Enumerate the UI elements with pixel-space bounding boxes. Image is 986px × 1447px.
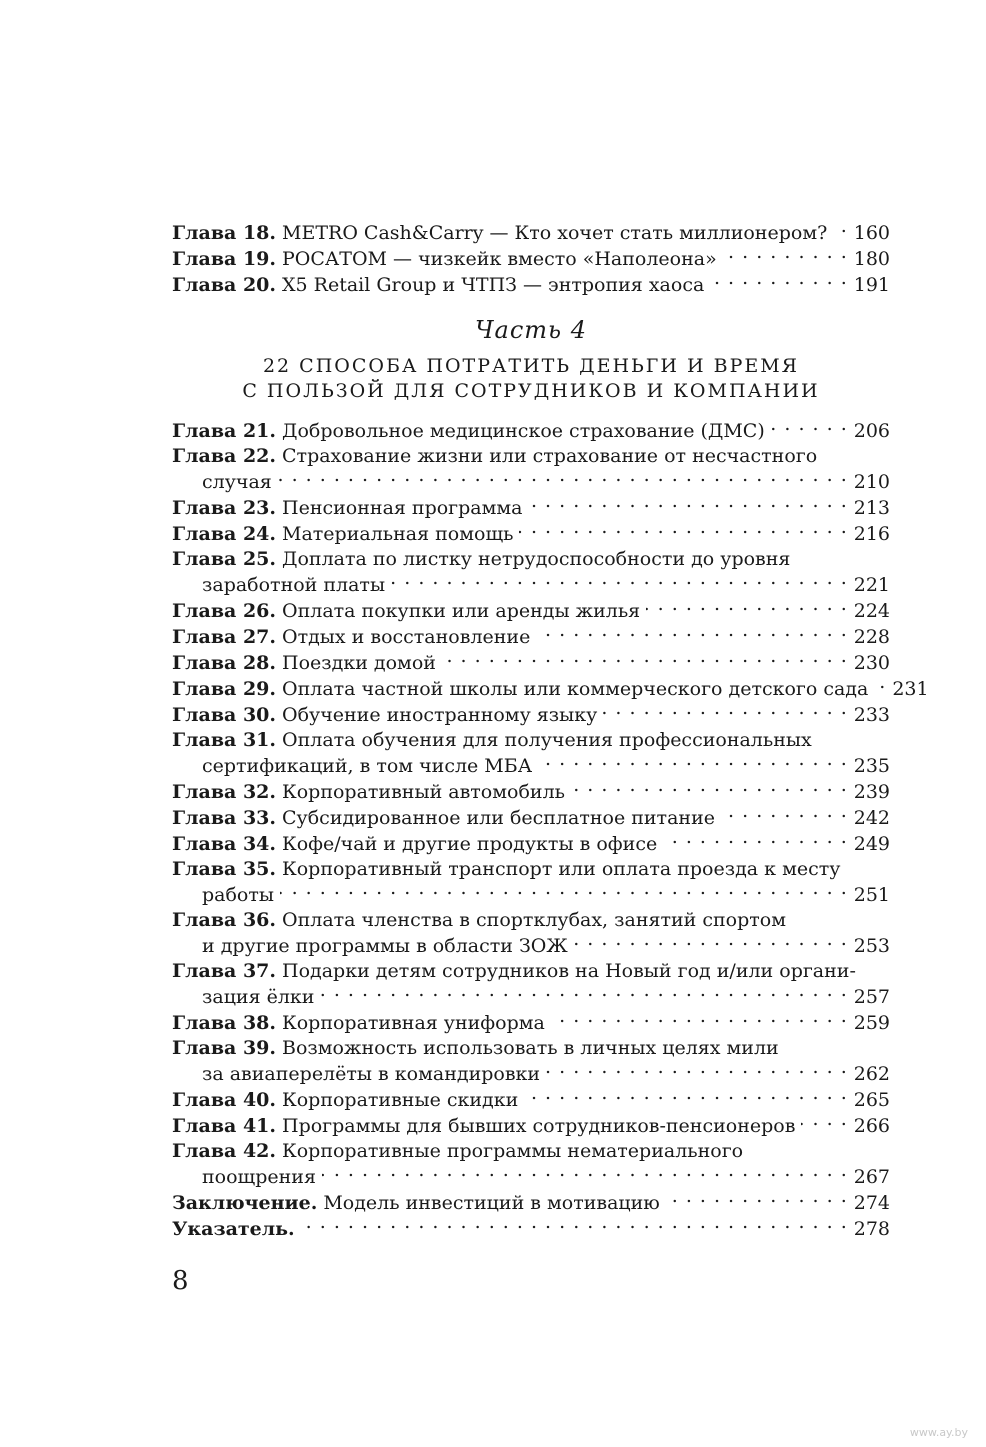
- toc-entry-label: Указатель.: [172, 1218, 295, 1240]
- toc-entry-label: Заключение.: [172, 1192, 318, 1214]
- toc-entry-title: Кофе/чай и другие продукты в офисе: [282, 833, 658, 855]
- toc-entry-page: 239: [853, 781, 890, 803]
- toc-leader-dots: [546, 1061, 848, 1080]
- toc-entry: [172, 1010, 890, 1036]
- toc-entry-title: Оплата покупки или аренды жилья: [282, 600, 641, 622]
- toc-entry-title: Добровольное медицинское страхование (ДМС): [282, 420, 765, 442]
- part-title-line-1: 22 СПОСОБА ПОТРАТИТЬ ДЕНЬГИ И ВРЕМЯ: [262, 355, 800, 377]
- toc-entry-title: сертификаций, в том числе МБА: [202, 755, 533, 777]
- toc-entry: [172, 650, 890, 676]
- toc-leader-dots: [320, 984, 847, 1003]
- toc-entry-page: 233: [853, 704, 890, 726]
- toc-entry-label: Глава 34.: [172, 833, 277, 855]
- toc-entry-line: [172, 469, 890, 495]
- toc-leader-dots: [666, 1190, 848, 1209]
- toc-entry-line: [172, 1087, 890, 1113]
- toc-leader-dots: [529, 495, 848, 514]
- toc-entry-label: Глава 18.: [172, 222, 277, 244]
- toc-leader-dots: [322, 1164, 848, 1183]
- toc-entry-label: Глава 35.: [172, 858, 277, 880]
- toc-leader-dots: [551, 1010, 848, 1029]
- toc-leader-dots: [646, 598, 848, 617]
- toc-entry: [172, 220, 890, 246]
- toc-entry-title: РОСАТОМ — чизкейк вместо «Наполеона»: [282, 248, 717, 270]
- toc-entry-line: [172, 521, 890, 547]
- toc-entry-line: [172, 753, 890, 779]
- toc-entry-title: за авиаперелёты в командировки: [202, 1063, 541, 1085]
- toc-list-part4: [172, 418, 929, 1242]
- toc-entry-title: Корпоративные программы нематериального: [282, 1140, 744, 1162]
- toc-leader-dots: [771, 418, 848, 437]
- toc-entry-line: [172, 908, 890, 933]
- toc-entry-title: и другие программы в области ЗОЖ: [202, 935, 568, 957]
- toc-entry: [172, 246, 890, 272]
- toc-entry-line: [172, 1010, 890, 1036]
- toc-entry-label: Глава 22.: [172, 445, 277, 467]
- toc-entry-title: заработной платы: [202, 574, 386, 596]
- toc-leader-dots: [723, 246, 848, 265]
- toc-entry-line: [172, 547, 890, 572]
- toc-entry-label: Глава 30.: [172, 704, 277, 726]
- toc-entry: [172, 908, 890, 959]
- toc-leader-dots: [536, 624, 847, 643]
- toc-entry-label: Глава 40.: [172, 1089, 277, 1111]
- toc-entry-line: [172, 933, 890, 959]
- toc-entry-page: 251: [853, 884, 890, 906]
- toc-entry-line: [172, 272, 890, 298]
- toc-entry-title: Корпоративная униформа: [282, 1012, 545, 1034]
- toc-entry: [172, 1113, 890, 1139]
- toc-entry-page: 230: [853, 652, 890, 674]
- toc-leader-dots: [603, 702, 847, 721]
- toc-entry-page: 257: [853, 986, 890, 1008]
- toc-entry-title: Субсидированное или бесплатное питание: [282, 807, 715, 829]
- toc-entry-line: [172, 831, 890, 857]
- toc-entry-label: Глава 37.: [172, 960, 277, 982]
- toc-entry: [172, 1036, 890, 1087]
- toc-entry-page: 228: [853, 626, 890, 648]
- part-label: Часть 4: [474, 316, 588, 344]
- toc-entry-title: Программы для бывших сотрудников-пенсионеров: [282, 1115, 796, 1137]
- toc-entry-line: [172, 1216, 890, 1242]
- toc-entry-title: Корпоративные скидки: [282, 1089, 519, 1111]
- toc-entry-line: [172, 624, 890, 650]
- toc-entry-page: 180: [853, 248, 890, 270]
- toc-entry-line: [172, 418, 890, 444]
- toc-entry-line: [172, 1113, 890, 1139]
- toc-entry-page: 191: [853, 274, 890, 296]
- toc-entry-label: Глава 42.: [172, 1140, 277, 1162]
- toc-list-top: [172, 220, 890, 298]
- toc-entry-label: Глава 23.: [172, 497, 277, 519]
- toc-entry-title: Материальная помощь: [282, 523, 514, 545]
- toc-entry: [172, 1087, 890, 1113]
- toc-entry: [172, 272, 890, 298]
- toc-entry-label: Глава 24.: [172, 523, 277, 545]
- toc-entry-label: Глава 28.: [172, 652, 277, 674]
- toc-entry: [172, 598, 890, 624]
- toc-leader-dots: [710, 272, 847, 291]
- toc-entry-title: поощрения: [202, 1166, 316, 1188]
- toc-leader-dots: [833, 220, 847, 239]
- toc-leader-dots: [307, 1216, 848, 1235]
- part-title-line-2: С ПОЛЬЗОЙ ДЛЯ СОТРУДНИКОВ И КОМПАНИИ: [242, 380, 820, 402]
- toc-entry-label: Глава 32.: [172, 781, 277, 803]
- toc-entry-line: [172, 676, 929, 702]
- toc-entry-line: [172, 1036, 890, 1061]
- toc-entry-page: 206: [853, 420, 890, 442]
- toc-entry-page: 266: [853, 1115, 890, 1137]
- toc-leader-dots: [721, 805, 848, 824]
- toc-entry-label: Глава 39.: [172, 1037, 277, 1059]
- toc-entry: [172, 779, 890, 805]
- toc-entry: [172, 418, 890, 444]
- toc-entry-title: случая: [202, 471, 272, 493]
- toc-entry-title: Доплата по листку нетрудоспособности до уровня: [282, 548, 791, 570]
- toc-entry: [172, 831, 890, 857]
- toc-entry-title: Поездки домой: [282, 652, 436, 674]
- toc-entry-page: 249: [853, 833, 890, 855]
- toc-entry: [172, 728, 890, 779]
- toc-entry-page: 224: [853, 600, 890, 622]
- toc-entry-line: [172, 1164, 890, 1190]
- toc-entry-page: 221: [853, 574, 890, 596]
- toc-entry-page: 216: [853, 523, 890, 545]
- toc-entry-label: Глава 41.: [172, 1115, 277, 1137]
- toc-entry-line: [172, 805, 890, 831]
- toc-entry-title: Подарки детям сотрудников на Новый год и/или органи-: [282, 960, 856, 982]
- toc-entry-title: Возможность использовать в личных целях мили: [282, 1037, 779, 1059]
- toc-entry-line: [172, 598, 890, 624]
- toc-entry: [172, 857, 890, 908]
- toc-entry-line: [172, 857, 890, 882]
- toc-entry-label: Глава 36.: [172, 909, 277, 931]
- toc-entry-line: [172, 779, 890, 805]
- toc-entry-page: 259: [853, 1012, 890, 1034]
- toc-entry: [172, 624, 890, 650]
- toc-entry-title: зация ёлки: [202, 986, 315, 1008]
- toc-entry-title: Модель инвестиций в мотивацию: [323, 1192, 660, 1214]
- toc-entry-title: Оплата членства в спортклубах, занятий спортом: [282, 909, 786, 931]
- toc-entry-page: 242: [853, 807, 890, 829]
- toc-entry-title: Корпоративный автомобиль: [282, 781, 565, 803]
- toc-entry: [172, 1190, 890, 1216]
- toc-leader-dots: [524, 1087, 847, 1106]
- toc-leader-dots: [663, 831, 848, 850]
- toc-entry-line: [172, 702, 890, 728]
- toc-entry-line: [172, 728, 890, 753]
- toc-entry-label: Глава 26.: [172, 600, 277, 622]
- toc-leader-dots: [538, 753, 848, 772]
- toc-leader-dots: [278, 469, 848, 488]
- toc-entry-label: Глава 25.: [172, 548, 277, 570]
- watermark: www.ay.by: [909, 1426, 968, 1439]
- toc-entry-title: Отдых и восстановление: [282, 626, 531, 648]
- toc-entry-line: [172, 1190, 890, 1216]
- toc-entry-title: Оплата обучения для получения профессиональных: [282, 729, 812, 751]
- toc-entry: [172, 495, 890, 521]
- toc-entry: [172, 959, 890, 1010]
- toc-leader-dots: [442, 650, 848, 669]
- toc-entry-line: [172, 882, 890, 908]
- toc-entry-page: 235: [853, 755, 890, 777]
- toc-entry: [172, 676, 929, 702]
- part-title: [172, 354, 890, 404]
- toc-entry-label: Глава 38.: [172, 1012, 277, 1034]
- toc-entry: [172, 1139, 890, 1190]
- toc-entry-title: Страхование жизни или страхование от несчастного: [282, 445, 818, 467]
- toc-entry-page: 231: [892, 678, 929, 700]
- toc-entry-page: 213: [853, 497, 890, 519]
- toc-entry-line: [172, 220, 890, 246]
- toc-leader-dots: [391, 572, 848, 591]
- toc-entry-page: 265: [853, 1089, 890, 1111]
- toc-entry-title: Оплата частной школы или коммерческого детского сада: [282, 678, 869, 700]
- toc-entry-line: [172, 495, 890, 521]
- toc-entry-line: [172, 1061, 890, 1087]
- toc-entry-line: [172, 444, 890, 469]
- toc-entry-line: [172, 984, 890, 1010]
- toc-entry-line: [172, 246, 890, 272]
- toc-entry-title: Корпоративный транспорт или оплата проезда к месту: [282, 858, 841, 880]
- toc-entry-label: Глава 27.: [172, 626, 277, 648]
- toc-entry-line: [172, 959, 890, 984]
- toc-entry-label: Глава 29.: [172, 678, 277, 700]
- toc-entry-page: 160: [853, 222, 890, 244]
- toc-entry-label: Глава 19.: [172, 248, 277, 270]
- toc-entry-label: Глава 31.: [172, 729, 277, 751]
- toc-leader-dots: [874, 676, 886, 695]
- toc-entry-title: METRO Cash&Carry — Кто хочет стать миллионером?: [282, 222, 828, 244]
- toc-entry-title: Обучение иностранному языку: [282, 704, 598, 726]
- toc-entry: [172, 547, 890, 598]
- toc-entry-page: 267: [853, 1166, 890, 1188]
- toc-entry-line: [172, 650, 890, 676]
- toc-entry: [172, 805, 890, 831]
- toc-leader-dots: [280, 882, 848, 901]
- toc-leader-dots: [801, 1113, 847, 1132]
- toc-leader-dots: [571, 779, 848, 798]
- toc-entry: [172, 521, 890, 547]
- toc-entry-label: Глава 21.: [172, 420, 277, 442]
- toc-leader-dots: [519, 521, 847, 540]
- toc-entry: [172, 702, 890, 728]
- toc-entry-page: 274: [853, 1192, 890, 1214]
- toc-entry-title: работы: [202, 884, 275, 906]
- toc-entry-page: 262: [853, 1063, 890, 1085]
- toc-entry-label: Глава 20.: [172, 274, 277, 296]
- toc-entry-page: 253: [853, 935, 890, 957]
- toc-entry-title: Пенсионная программа: [282, 497, 523, 519]
- toc-entry: [172, 444, 890, 495]
- toc-entry-page: 278: [853, 1218, 890, 1240]
- toc-entry-label: Глава 33.: [172, 807, 277, 829]
- toc-entry: [172, 1216, 890, 1242]
- toc-entry-line: [172, 1139, 890, 1164]
- toc-entry-title: X5 Retail Group и ЧТПЗ — энтропия хаоса: [282, 274, 705, 296]
- toc-entry-page: 210: [853, 471, 890, 493]
- page-number: 8: [172, 1266, 189, 1296]
- toc-leader-dots: [574, 933, 848, 952]
- toc-entry-line: [172, 572, 890, 598]
